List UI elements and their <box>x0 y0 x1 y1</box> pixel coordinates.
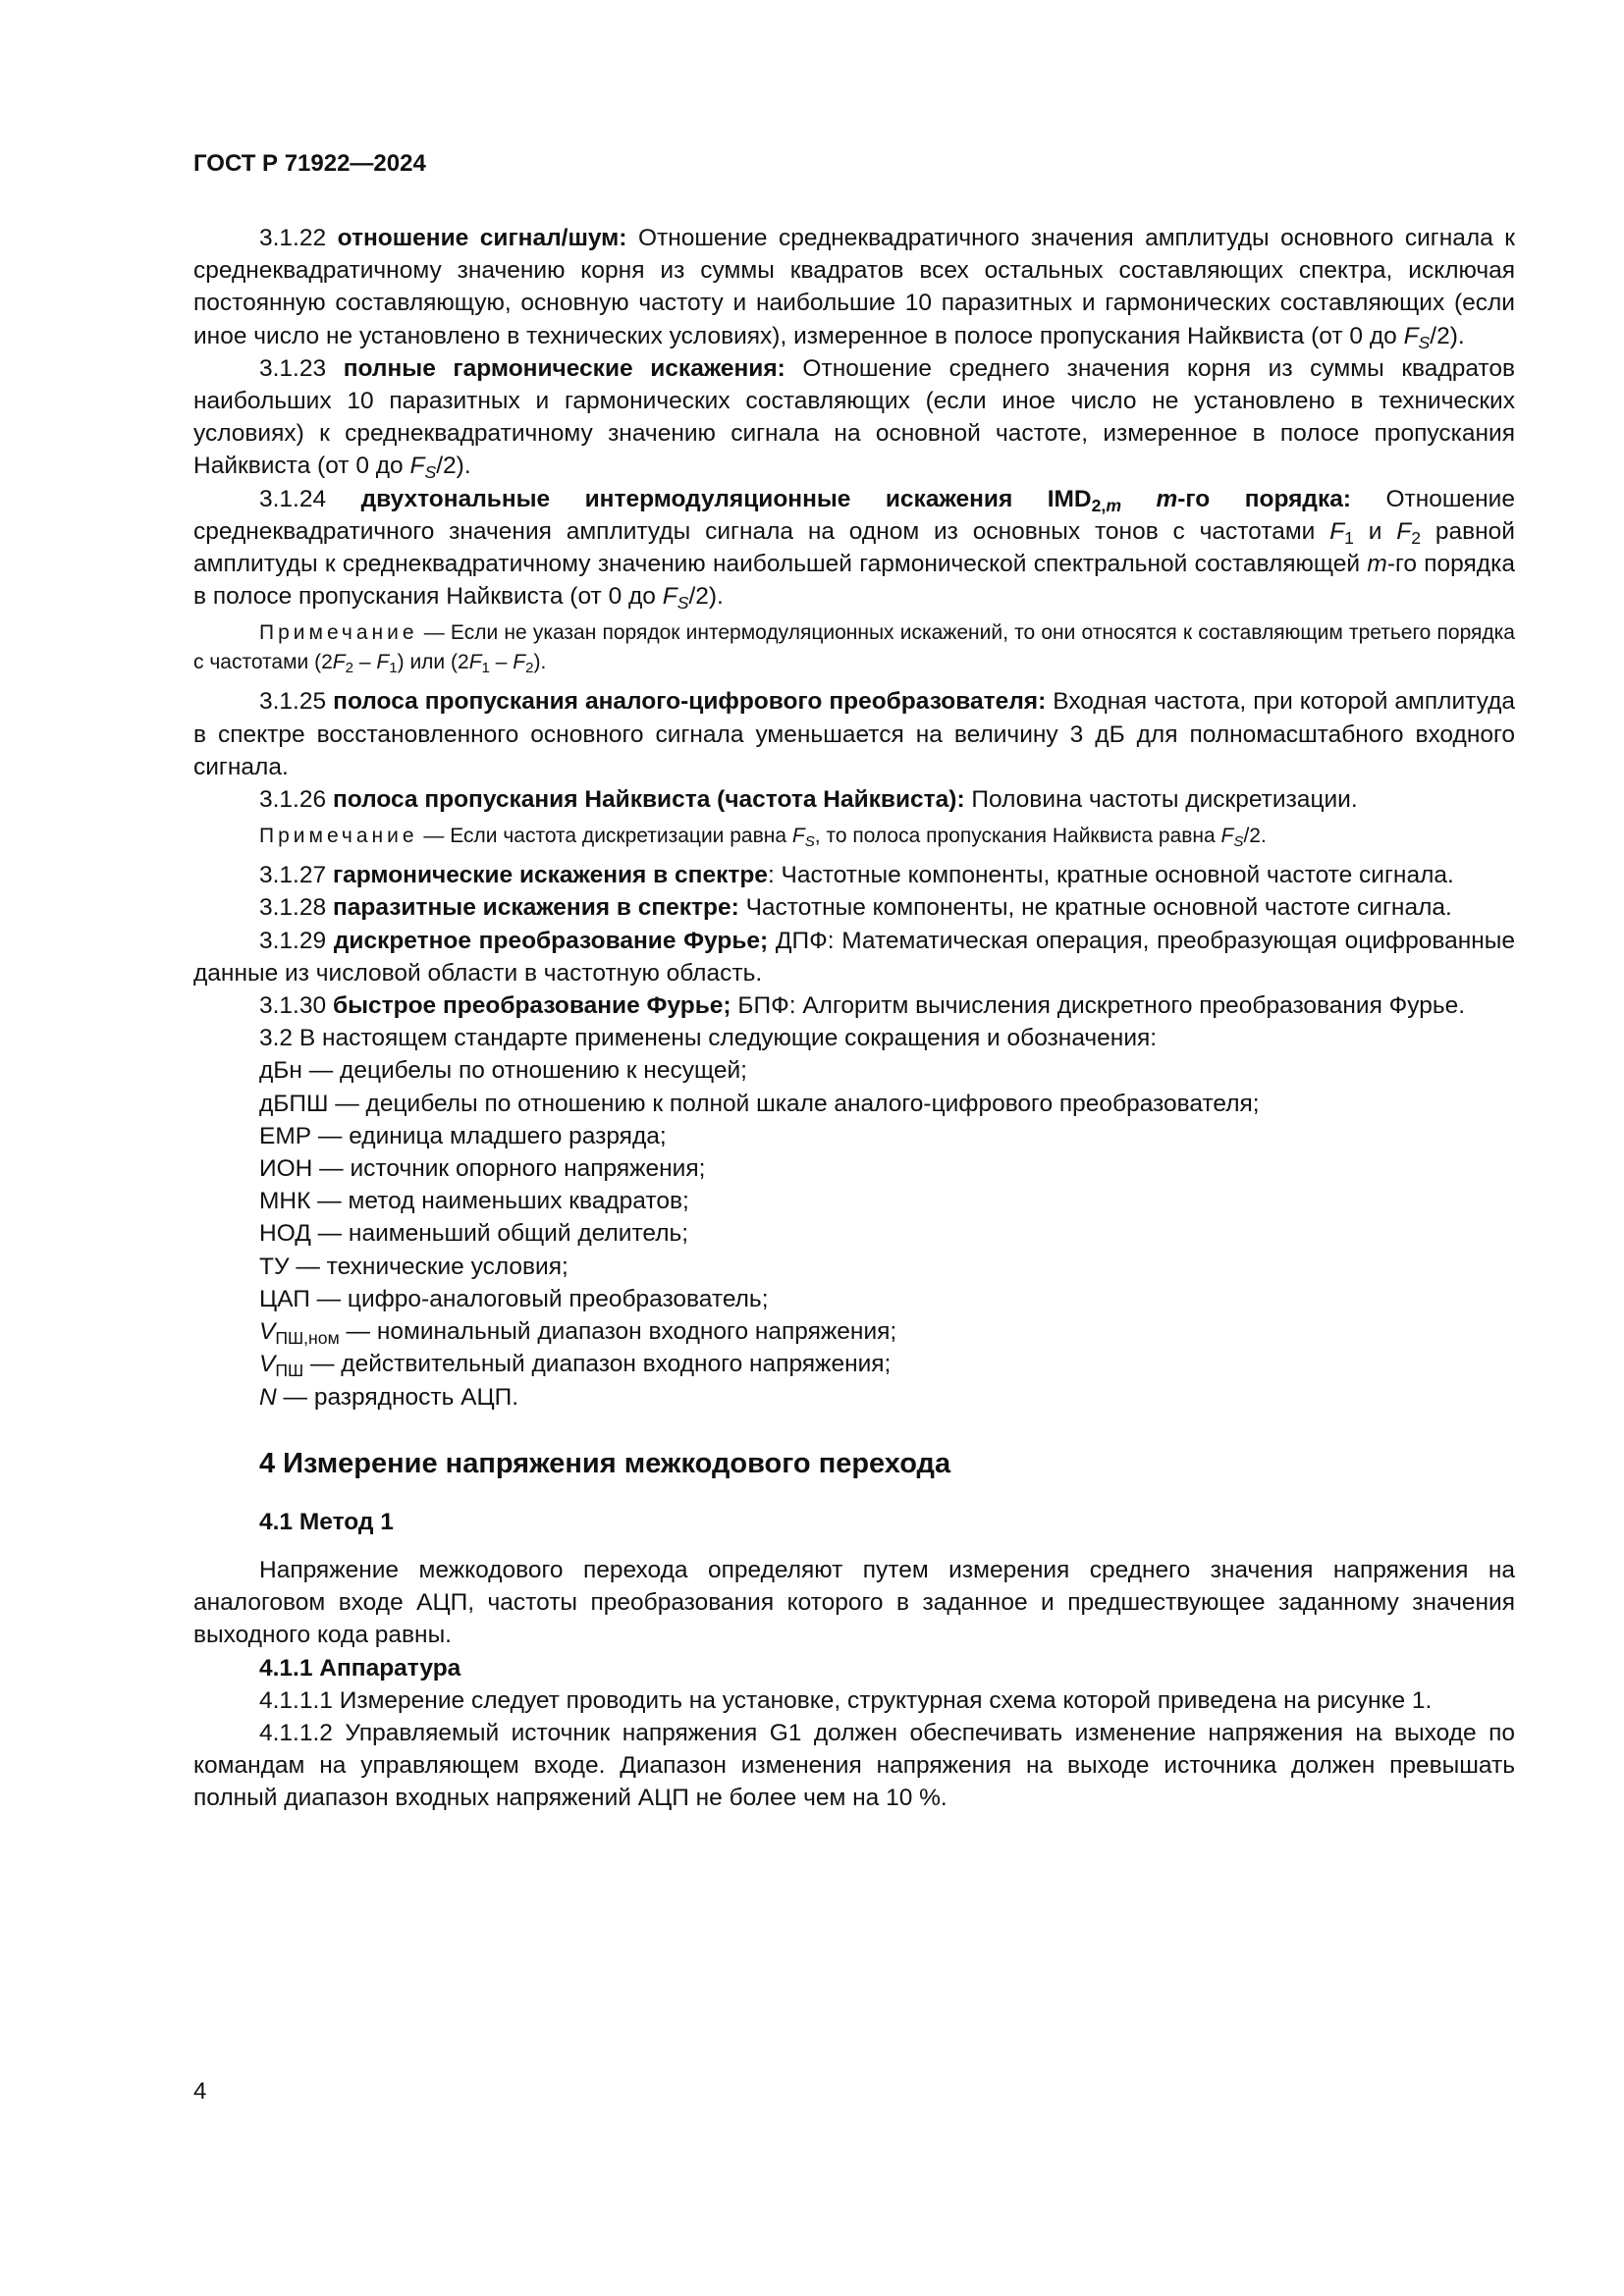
subscript-v: ПШ <box>275 1361 304 1381</box>
term-part-end: -го порядка: <box>1177 485 1351 512</box>
subscript-1: 1 <box>481 660 490 677</box>
clause-4-1-1-2: 4.1.1.2 Управляемый источник напряжения G1 должен обеспечивать изменение напряжения на выходе по командам на управляющем входе. Диапазон изменения напряжения на выходе источника должен превышать полный диапазон входных напряжений АЦП не более чем на 10 %. <box>193 1719 1515 1812</box>
definition-3-1-24 <box>193 483 1515 614</box>
symbol-n: N <box>259 1383 277 1411</box>
symbol-f: F <box>1403 322 1419 349</box>
symbol-f: F <box>513 651 526 674</box>
definition-term <box>360 485 1351 515</box>
abbreviation-text: — действительный диапазон входного напряжения; <box>303 1351 892 1378</box>
note-text: — Если не указан порядок интермодуляционных искажений, то они относятся к составляющим третьего порядка с частотами (2 <box>193 621 1515 674</box>
definition-text: -го порядка в полосе пропускания Найквиста (от 0 до <box>193 551 1515 611</box>
definition-number: 3.1.25 <box>259 688 327 716</box>
abbreviation-item: ЦАП — цифро-аналоговый преобразователь; <box>259 1285 769 1312</box>
abbreviation-item: ИОН — источник опорного напряжения; <box>259 1155 706 1183</box>
definition-3-1-26 <box>193 783 1515 816</box>
definition-number: 3.1.29 <box>259 927 327 954</box>
note-label: Примечание <box>259 825 418 848</box>
note-text-end: ). <box>533 651 547 674</box>
note-label: Примечание <box>259 621 418 645</box>
symbol-f: F <box>1329 517 1345 545</box>
definition-3-1-29 <box>193 925 1515 989</box>
abbreviations-intro: 3.2 В настоящем стандарте применены следующие сокращения и обозначения: <box>259 1025 1158 1052</box>
definition-3-1-23 <box>193 352 1515 483</box>
definition-number: 3.1.22 <box>259 225 327 251</box>
term-subscript-m: m <box>1106 495 1121 515</box>
abbreviation-v-nom <box>193 1315 1515 1348</box>
definition-term: полоса пропускания Найквиста (частота Найквиста): <box>332 786 965 814</box>
term-m: m <box>1156 485 1178 512</box>
note-text: ) или (2 <box>397 651 469 674</box>
definition-term: дискретное преобразование Фурье; <box>333 927 769 954</box>
subscript-2: 2 <box>525 660 534 677</box>
symbol-f: F <box>1220 825 1234 848</box>
symbol-s: S <box>424 462 437 483</box>
definition-term: полные гармонические искажения: <box>343 354 785 382</box>
note-text-end: /2. <box>1243 825 1267 848</box>
abbreviation-item: дБПШ — децибелы по отношению к полной шкале аналого-цифрового преобразователя; <box>259 1090 1260 1117</box>
minus-sign: – <box>489 651 514 674</box>
definition-text: равной амплитуды к среднеквадратичному значению наибольшей гармонической спектральной составляющей <box>193 517 1515 578</box>
abbreviation-item: ЕМР — единица младшего разряда; <box>259 1122 667 1149</box>
subscript-2: 2 <box>345 660 354 677</box>
note-text: , то полоса пропускания Найквиста равна <box>814 825 1221 848</box>
definition-number: 3.1.30 <box>259 992 327 1020</box>
term-subscript: 2, <box>1091 495 1107 515</box>
definition-text: Половина частоты дискретизации. <box>964 786 1358 814</box>
definition-text: БПФ: Алгоритм вычисления дискретного преобразования Фурье. <box>731 992 1466 1020</box>
abbreviation-text: — разрядность АЦП. <box>276 1383 519 1411</box>
symbol-s: S <box>1233 833 1244 851</box>
abbreviation-item: ТУ — технические условия; <box>259 1253 568 1280</box>
symbol-s: S <box>677 593 689 614</box>
definition-3-1-30 <box>193 989 1515 1022</box>
clause-4-1-1-1: 4.1.1.1 Измерение следует проводить на установке, структурная схема которой приведена на рисунке 1. <box>259 1686 1433 1714</box>
abbreviation-v <box>193 1348 1515 1380</box>
page-body <box>193 222 1515 1815</box>
definition-3-1-22 <box>193 222 1515 352</box>
term-part: двухтональные интермодуляционные искажения IMD <box>360 485 1092 512</box>
symbol-s: S <box>804 833 815 851</box>
conjunction: и <box>1353 517 1397 545</box>
definition-text-end: /2). <box>1430 322 1465 349</box>
abbreviation-item: МНК — метод наименьших квадратов; <box>259 1188 689 1215</box>
symbol-s: S <box>1418 332 1431 352</box>
section-4-heading: 4 Измерение напряжения межкодового перехода <box>259 1447 951 1479</box>
subscript-1: 1 <box>389 660 398 677</box>
symbol-m: m <box>1367 551 1387 578</box>
definition-term: паразитные искажения в спектре: <box>332 894 739 922</box>
symbol-f: F <box>1396 517 1412 545</box>
definition-term: отношение сигнал/шум: <box>337 225 627 251</box>
definition-term: гармонические искажения в спектре <box>332 862 768 889</box>
definition-number: 3.1.23 <box>259 354 327 382</box>
definition-3-1-27 <box>193 859 1515 891</box>
symbol-f: F <box>332 651 346 674</box>
abbreviation-item: дБн — децибелы по отношению к несущей; <box>259 1057 747 1085</box>
definition-text: Отношение среднего значения корня из суммы квадратов наибольших 10 паразитных и гармонических составляющих (если иное число не установлено в технических условиях) к среднеквадратичному значению сигнала на основной частоте, измеренное в полосе пропускания Найквиста (от 0 до <box>193 354 1515 480</box>
section-4-1-paragraph: Напряжение межкодового перехода определяют путем измерения среднего значения напряжения на аналоговом входе АЦП, частоты преобразования которого в заданное и предшествующее заданному значения выходного кода равны. <box>193 1556 1515 1649</box>
subscript-1: 1 <box>1344 527 1354 548</box>
definition-text: ДПФ: Математическая операция, преобразующая оцифрованные данные из числовой области в частотную область. <box>193 927 1516 987</box>
definition-number: 3.1.26 <box>259 786 327 814</box>
definition-number: 3.1.24 <box>259 485 327 512</box>
symbol-v: V <box>259 1351 276 1378</box>
symbol-f: F <box>468 651 482 674</box>
symbol-f: F <box>791 825 805 848</box>
symbol-f: F <box>376 651 390 674</box>
document-header: ГОСТ Р 71922—2024 <box>193 150 426 177</box>
definition-number: 3.1.28 <box>259 894 327 922</box>
symbol-f: F <box>409 453 425 480</box>
note-text: — Если частота дискретизации равна <box>417 825 792 848</box>
symbol-f: F <box>662 583 677 611</box>
abbreviation-item: НОД — наименьший общий делитель; <box>259 1220 689 1248</box>
definition-3-1-25 <box>193 685 1515 783</box>
note-nyquist <box>193 822 1515 851</box>
definition-text: Входная частота, при которой амплитуда в спектре восстановленного основного сигнала уменьшается на величину 3 дБ для полномасштабного входного сигнала. <box>193 688 1515 780</box>
abbreviation-n <box>193 1381 1515 1414</box>
minus-sign: – <box>353 651 377 674</box>
page-number: 4 <box>193 2078 207 2105</box>
definition-text: Отношение среднеквадратичного значения амплитуды основного сигнала к среднеквадратичному значению корня из суммы квадратов всех остальных составляющих спектра, исключая постоянную составляющую, основную частоту и наибольшие 10 паразитных и гармонических составляющих (если иное число не установлено в технических условиях), измеренное в полосе пропускания Найквиста (от 0 до <box>193 225 1515 349</box>
definition-text: Отношение среднеквадратичного значения амплитуды сигнала на одном из основных тонов с частотами <box>193 485 1515 545</box>
section-4-1-heading: 4.1 Метод 1 <box>259 1508 394 1535</box>
subscript-2: 2 <box>1411 527 1422 548</box>
definition-text-end: /2). <box>688 583 724 611</box>
section-4-1-1-heading: 4.1.1 Аппаратура <box>259 1654 461 1682</box>
definition-text: Частотные компоненты, не кратные основной частоте сигнала. <box>738 894 1452 922</box>
definition-3-1-28 <box>193 891 1515 924</box>
abbreviation-text: — номинальный диапазон входного напряжения; <box>339 1318 897 1346</box>
definition-text-end: /2). <box>436 453 471 480</box>
note-intermodulation <box>193 618 1515 677</box>
definition-number: 3.1.27 <box>259 862 327 889</box>
subscript-v-nom: ПШ,ном <box>275 1328 340 1349</box>
definition-term: быстрое преобразование Фурье; <box>332 992 731 1020</box>
symbol-v: V <box>259 1318 276 1346</box>
definition-text: : Частотные компоненты, кратные основной частоте сигнала. <box>767 862 1454 889</box>
definition-term: полоса пропускания аналого-цифрового преобразователя: <box>333 688 1047 716</box>
